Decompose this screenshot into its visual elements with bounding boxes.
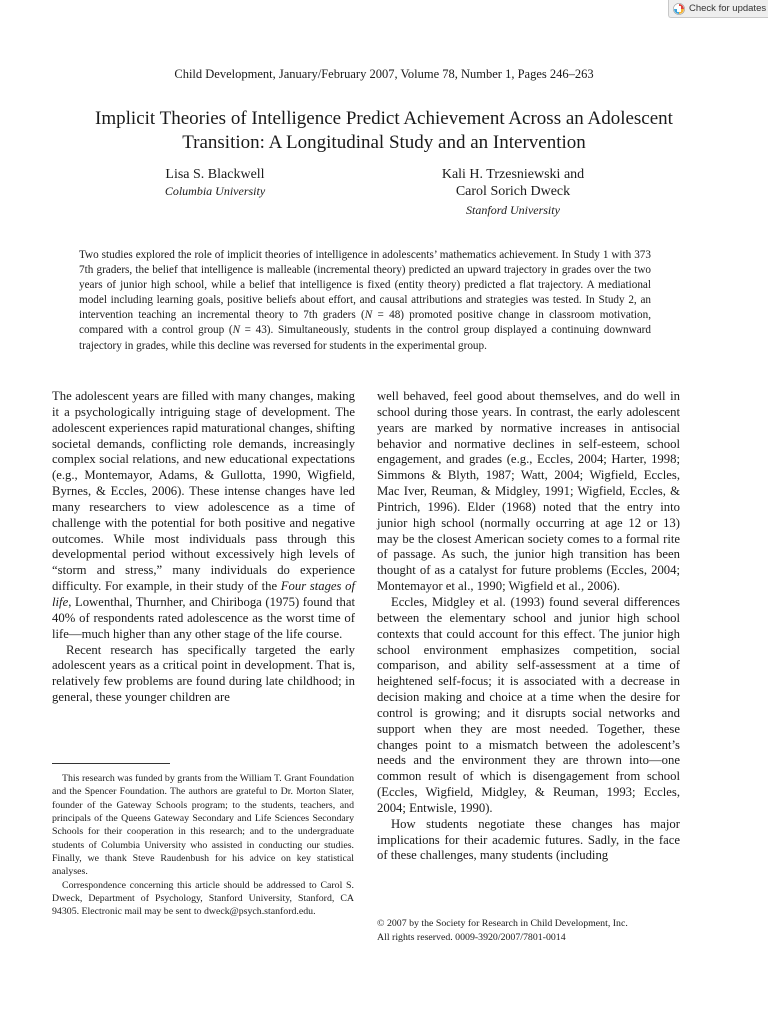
title-line-1: Implicit Theories of Intelligence Predict Achievement Across an Adolescent [95,108,673,129]
body-column-left [52,389,355,706]
funding-footnote: This research was funded by grants from the William T. Grant Foundation and the Spencer Foundation. The authors are grateful to Dr. Morton Slater, founder of the Gateway Schools program; to the students, teachers, and principals of the Queens Gateway Secondary and Life Sciences Secondary Schools for their cooperation in this research; and to the undergraduate students of Columbia University who assisted in conducting our studies. Finally, we thank Steve Raudenbush for his advice on key statistical analyses. [52,773,354,878]
footnotes [52,772,354,919]
check-for-updates-button[interactable] [668,0,768,18]
body-column-right [377,389,680,864]
abstract: Two studies explored the role of implicit theories of intelligence in adolescents’ mathematics achievement. In Study 1 with 373 7th graders, the belief that intelligence is malleable (incremental theory) predicted an upward trajectory in grades over the two years of junior high school, while a belief that intelligence is fixed (entity theory) predicted a flat trajectory. A mediational model including learning goals, positive beliefs about effort, and causal attributions and strategies was tested. In Study 2, an intervention teaching an incremental theory to 7th graders (N = 48) promoted positive change in classroom motivation, compared with a control group (N = 43). Simultaneously, students in the control group displayed a continuing downward trajectory in grades, while this decline was reversed for students in the experimental group. [79,249,651,352]
check-for-updates-label: Check for updates [689,3,767,14]
journal-citation: Child Development, January/February 2007, Volume 78, Number 1, Pages 246–263 [174,67,594,81]
correspondence-footnote: Correspondence concerning this article should be addressed to Carol S. Dweck, Department of Psychology, Stanford University, Stanford, CA 94305. Electronic mail may be sent to dweck@psych.stanford.edu. [52,879,354,918]
author-name: Carol Sorich Dweck [455,184,571,199]
article-title [40,107,728,155]
author-block-1 [140,166,290,200]
copyright-line-1: © 2007 by the Society for Research in Child Development, Inc. [377,918,628,929]
body-paragraph: The adolescent years are filled with many changes, making it a psychologically intriguing stage of development. The adolescent experiences rapid maturational changes, shifting societal demands, conflicting role demands, increasingly complex social relations, and new educational expectations (e.g., Montemayor, Adams, & Gullotta, 1990, Wigfield, Byrnes, & Eccles, 2006). These intense changes have led many researchers to view adolescence as a time of challenge with the potential for both positive and negative outcomes. While most individuals pass through this developmental period without excessively high levels of “storm and stress,” many individuals do experience difficulty. For example, in their study of the Four stages of life, Lowenthal, Thurnher, and Chiriboga (1975) found that 40% of respondents rated adolescence as the worst time of life—much higher than any other stage of the life course. [52,389,355,641]
body-paragraph: Recent research has specifically targeted the early adolescent years as a critical point in development. That is, relatively few problems are found during late childhood; in general, these younger children are [52,642,355,705]
author-affiliation: Columbia University [164,184,266,198]
body-paragraph: well behaved, feel good about themselves, and do well in school during those years. In contrast, the early adolescent years are marked by normative increases in antisocial behavior and normative declines in self-esteem, school engagement, and grades (e.g., Eccles, 2004; Harter, 1998; Simmons & Blyth, 1987; Watt, 2004; Wigfield, Eccles, Mac Iver, Reuman, & Midgley, 1991; Wigfield, Eccles, & Pintrich, 1996). Elder (1968) noted that the entry into junior high school (normally occurring at age 12 or 13) may be the closest American society comes to a formal rite of passage. As such, the junior high transition has been thought of as a catalyst for future problems (Eccles, 2004; Montemayor et al., 1990; Wigfield et al., 2006). [377,389,680,594]
crossmark-icon [673,3,685,15]
author-affiliation: Stanford University [466,203,560,217]
body-paragraph: Eccles, Midgley et al. (1993) found several differences between the elementary school and junior high school contexts that could account for this effect. The junior high school environment emphasizes competition, social comparison, and ability self-assessment at a time of heightened self-focus; it is associated with a decrease in decision making and choice at a time when the desire for control is growing; and it disrupts social networks and support when they are most needed. Together, these changes point to a mismatch between the adolescent’s needs and the environment they are thrown into—one common result of which is disengagement from school (Eccles, Wigfield, Midgley, & Reuman, 1993; Eccles, 2004; Entwisle, 1990). [377,594,680,815]
copyright-line-2: All rights reserved. 0009-3920/2007/7801-0014 [377,931,566,943]
author-block-2 [418,166,608,219]
author-name: Lisa S. Blackwell [165,167,265,182]
author-name: Kali H. Trzesniewski and [441,167,585,182]
body-paragraph: How students negotiate these changes has major implications for their academic futures. Sadly, in the face of these challenges, many students (including [377,816,680,863]
title-line-2: Transition: A Longitudinal Study and an Intervention [182,132,586,153]
footnote-divider [52,763,170,764]
copyright-notice [377,917,680,944]
